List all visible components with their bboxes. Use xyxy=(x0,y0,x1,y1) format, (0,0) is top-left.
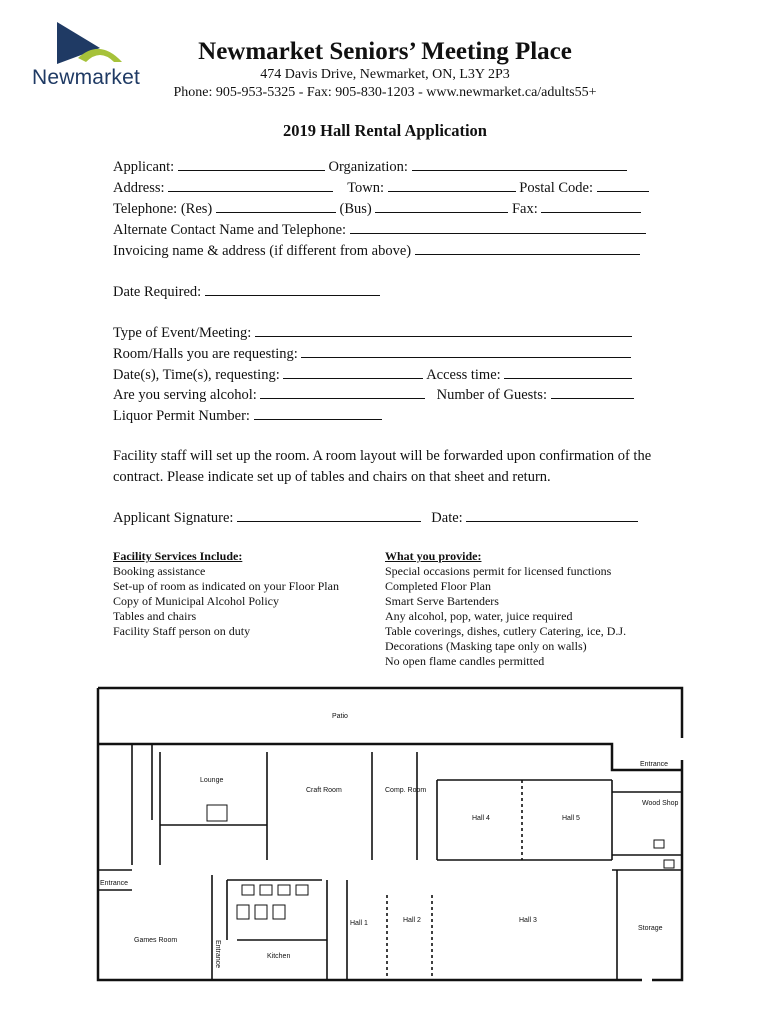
alternate-contact-field[interactable] xyxy=(350,221,646,234)
town-label: Town: xyxy=(347,180,385,196)
row-date-required xyxy=(113,283,380,301)
organization-label: Organization: xyxy=(328,159,408,175)
entrance-bottom-label: Entrance xyxy=(214,940,221,969)
kitchen-label: Kitchen xyxy=(267,953,291,960)
wood-shop-label: Wood Shop xyxy=(642,800,679,807)
applicant-label: Applicant: xyxy=(113,159,175,175)
access-time-label: Access time: xyxy=(426,367,501,383)
postal-code-label: Postal Code: xyxy=(519,180,594,196)
you-provide-heading: What you provide: xyxy=(385,549,482,563)
bus-label: (Bus) xyxy=(339,201,372,217)
date-required-field[interactable] xyxy=(205,283,380,296)
telephone-res-field[interactable] xyxy=(216,200,336,213)
invoicing-field[interactable] xyxy=(415,242,640,255)
patio-label: Patio xyxy=(332,713,348,720)
fax-field[interactable] xyxy=(541,200,641,213)
bus-field[interactable] xyxy=(375,200,508,213)
row-liquor-permit xyxy=(113,407,382,425)
row-event-type xyxy=(113,324,632,342)
row-address xyxy=(113,179,649,197)
list-item: Tables and chairs xyxy=(113,609,197,623)
applicant-field[interactable] xyxy=(178,158,325,171)
list-item: Special occasions permit for licensed functions xyxy=(385,564,612,578)
list-item: Facility Staff person on duty xyxy=(113,624,251,638)
you-provide xyxy=(385,549,626,669)
liquor-permit-label: Liquor Permit Number: xyxy=(113,408,250,424)
postal-code-field[interactable] xyxy=(597,179,649,192)
invoicing-label: Invoicing name & address (if different from above) xyxy=(113,243,412,259)
telephone-res-label: Telephone: (Res) xyxy=(113,201,213,217)
contact-line: Phone: 905-953-5325 - Fax: 905-830-1203 - www.newmarket.ca/adults55+ xyxy=(173,85,597,100)
access-time-field[interactable] xyxy=(504,366,632,379)
date-label: Date: xyxy=(431,510,463,526)
list-item: Table coverings, dishes, cutlery Catering, ice, D.J. xyxy=(385,624,627,638)
hall2-label: Hall 2 xyxy=(403,917,421,924)
facility-services-heading: Facility Services Include: xyxy=(113,549,243,563)
halls-label: Room/Halls you are requesting: xyxy=(113,346,298,362)
row-signature xyxy=(113,509,638,527)
alcohol-label: Are you serving alcohol: xyxy=(113,387,257,403)
alcohol-field[interactable] xyxy=(260,386,425,399)
craft-room-label: Craft Room xyxy=(306,787,342,794)
dates-times-label: Date(s), Time(s), requesting: xyxy=(113,367,280,383)
row-alcohol xyxy=(113,386,634,404)
list-item: No open flame candles permitted xyxy=(385,654,545,668)
row-telephone xyxy=(113,200,641,218)
organization-field[interactable] xyxy=(412,158,627,171)
hall3-label: Hall 3 xyxy=(519,917,537,924)
alternate-contact-label: Alternate Contact Name and Telephone: xyxy=(113,222,347,238)
date-required-label: Date Required: xyxy=(113,284,202,300)
list-item: Smart Serve Bartenders xyxy=(385,594,499,608)
row-invoicing xyxy=(113,242,640,260)
dates-times-field[interactable] xyxy=(283,366,423,379)
entrance-right-label: Entrance xyxy=(640,761,669,768)
address-label: Address: xyxy=(113,180,165,196)
fax-label: Fax: xyxy=(511,201,538,217)
logo-wordmark: Newmarket xyxy=(32,66,140,89)
town-field[interactable] xyxy=(388,179,516,192)
row-applicant xyxy=(113,158,627,176)
list-item: Booking assistance xyxy=(113,564,206,578)
signature-label: Applicant Signature: xyxy=(113,510,234,526)
hall4-label: Hall 4 xyxy=(472,815,490,822)
page-title: Newmarket Seniors’ Meeting Place xyxy=(198,38,572,65)
form-subtitle: 2019 Hall Rental Application xyxy=(283,121,487,140)
row-halls xyxy=(113,345,631,363)
list-item: Set-up of room as indicated on your Floor Plan xyxy=(113,579,339,593)
date-field[interactable] xyxy=(466,509,638,522)
halls-field[interactable] xyxy=(301,345,631,358)
guests-field[interactable] xyxy=(551,386,634,399)
liquor-permit-field[interactable] xyxy=(254,407,382,420)
row-alternate-contact xyxy=(113,221,646,239)
signature-field[interactable] xyxy=(237,509,421,522)
row-dates-times xyxy=(113,366,632,384)
hall5-label: Hall 5 xyxy=(562,815,580,822)
facility-services xyxy=(113,549,339,639)
hall1-label: Hall 1 xyxy=(350,920,368,927)
lounge-label: Lounge xyxy=(200,777,224,784)
address-field[interactable] xyxy=(168,179,333,192)
games-room-label: Games Room xyxy=(134,937,178,944)
entrance-left-label: Entrance xyxy=(100,880,129,887)
address-line: 474 Davis Drive, Newmarket, ON, L3Y 2P3 xyxy=(260,67,510,82)
floor-plan xyxy=(92,680,692,990)
list-item: Copy of Municipal Alcohol Policy xyxy=(113,594,279,608)
event-type-field[interactable] xyxy=(255,324,632,337)
list-item: Completed Floor Plan xyxy=(385,579,491,593)
guests-label: Number of Guests: xyxy=(436,387,547,403)
setup-notice: Facility staff will set up the room. A room layout will be forwarded upon confirmation of the contract. Please indicate set up of tables and chairs on that sheet and return. xyxy=(113,448,652,485)
list-item: Any alcohol, pop, water, juice required xyxy=(385,609,573,623)
comp-room-label: Comp. Room xyxy=(385,787,427,794)
list-item: Decorations (Masking tape only on walls) xyxy=(385,639,587,653)
event-type-label: Type of Event/Meeting: xyxy=(113,325,252,341)
storage-label: Storage xyxy=(638,925,663,932)
